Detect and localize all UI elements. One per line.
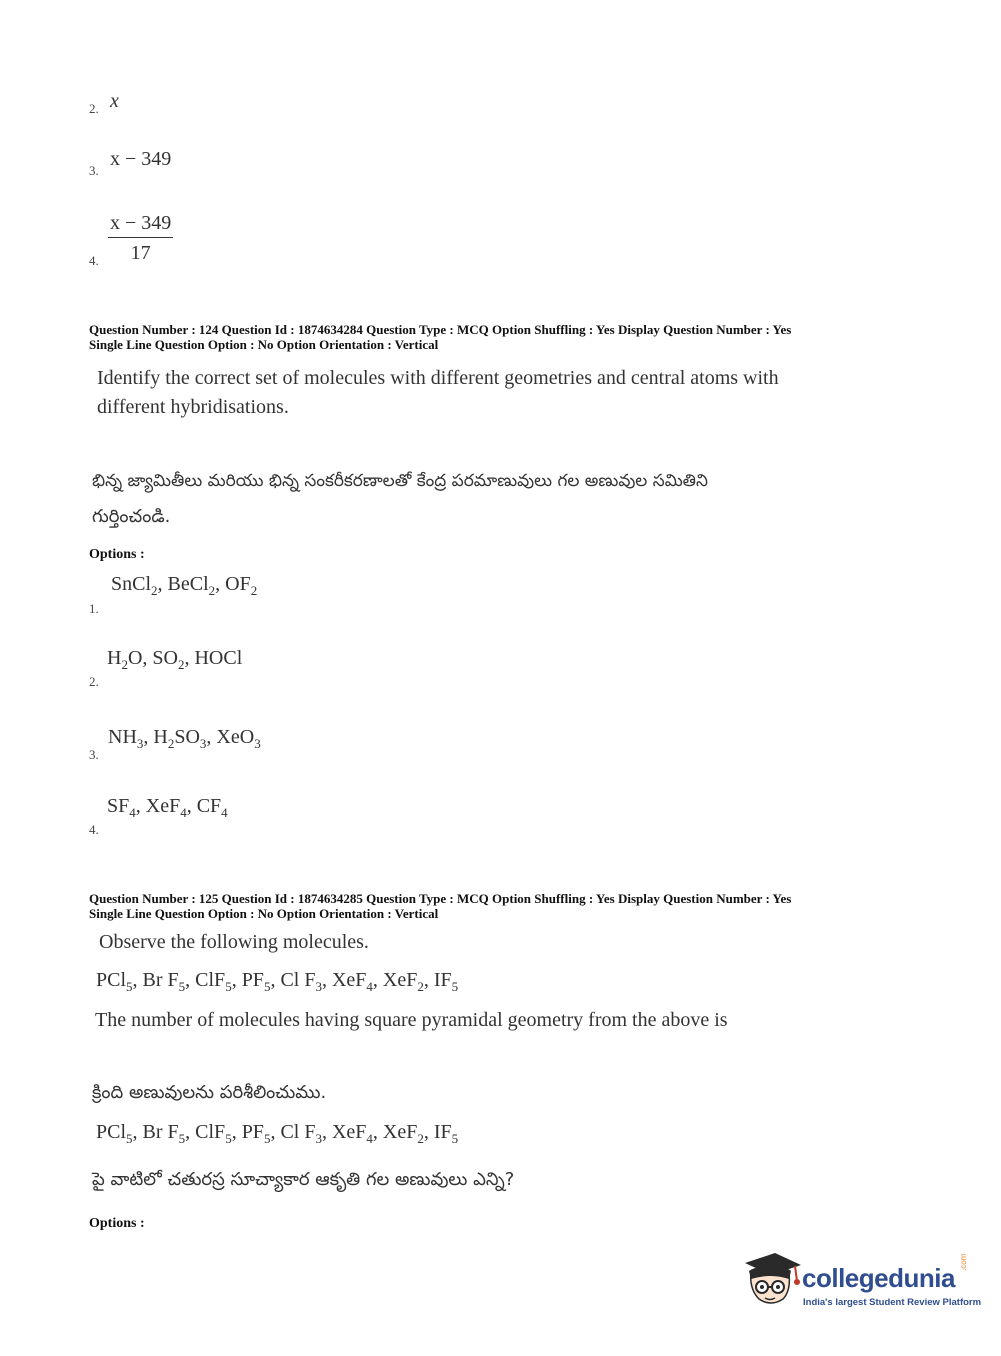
option-number: 1. — [89, 601, 99, 616]
question-meta-line-1: Question Number : 124 Question Id : 1874634284 Question Type : MCQ Option Shuffling : Yes Display Question Number : Yes — [89, 322, 792, 337]
option-formula: $NH_3$, $H_2SO_3$, XeO$_3$ — [108, 726, 261, 751]
option-number: 2. — [89, 674, 99, 689]
denominator: 17 — [130, 242, 151, 264]
molecule-list-english: PCl$_5$, Br $F_5$, ClF$_5$, $PF_5$, Cl $F_3$, XeF$_4$, XeF$_2$, $IF_5$ — [96, 969, 459, 994]
option-number: 3. — [89, 163, 99, 178]
logo-domain-suffix: .com — [959, 1253, 968, 1271]
option-number: 3. — [89, 747, 99, 762]
option-formula: $H_2O$, $SO_2$, HOCl — [107, 647, 243, 672]
option-number: 4. — [89, 822, 99, 837]
logo-wordmark: collegedunia — [802, 1263, 955, 1293]
question-text-english: The number of molecules having square pyramidal geometry from the above is — [95, 1009, 728, 1031]
question-meta-line-2: Single Line Question Option : No Option Orientation : Vertical — [89, 337, 439, 352]
question-text-telugu-line-1: భిన్న జ్యామితీలు మరియు భిన్న సంకరీకరణాలతో కేంద్ర పరమాణువులు గల అణువుల సమితిని — [92, 471, 708, 491]
question-text-english-line-2: different hybridisations. — [97, 396, 289, 418]
question-text-english-line-1: Identify the correct set of molecules with different geometries and central atoms with — [97, 367, 779, 389]
option-text: x — [110, 90, 119, 112]
numerator: x − 349 — [108, 212, 173, 238]
question-meta-line-1: Question Number : 125 Question Id : 1874634285 Question Type : MCQ Option Shuffling : Yes Display Question Number : Yes — [89, 891, 792, 906]
molecule-list-telugu-section: PCl$_5$, Br $F_5$, ClF$_5$, $PF_5$, Cl $F_3$, XeF$_4$, XeF$_2$, $IF_5$ — [96, 1121, 459, 1146]
options-label: Options : — [89, 1216, 145, 1231]
options-label: Options : — [89, 547, 145, 562]
mascot-icon — [741, 1249, 803, 1311]
option-formula: $SF_4$, XeF$_4$, $CF_4$ — [107, 795, 228, 820]
option-formula: SnCl$_2$, BeCl$_2$, $OF_2$ — [111, 573, 258, 598]
fraction — [108, 212, 173, 265]
question-intro-telugu: క్రింది అణువులను పరిశీలించుము. — [92, 1082, 327, 1103]
question-text-telugu: పై వాటిలో చతురస్ర సూచ్యాకార ఆకృతి గల అణువులు ఎన్ని? — [92, 1169, 515, 1190]
logo-tagline: India's largest Student Review Platform — [803, 1297, 982, 1308]
collegedunia-logo[interactable] — [741, 1249, 982, 1313]
question-intro-english: Observe the following molecules. — [99, 931, 369, 953]
option-text: x − 349 — [110, 148, 172, 170]
option-number: 4. — [89, 253, 99, 268]
question-meta-line-2: Single Line Question Option : No Option Orientation : Vertical — [89, 906, 439, 921]
option-number: 2. — [89, 101, 99, 116]
question-text-telugu-line-2: గుర్తించండి. — [92, 506, 171, 527]
